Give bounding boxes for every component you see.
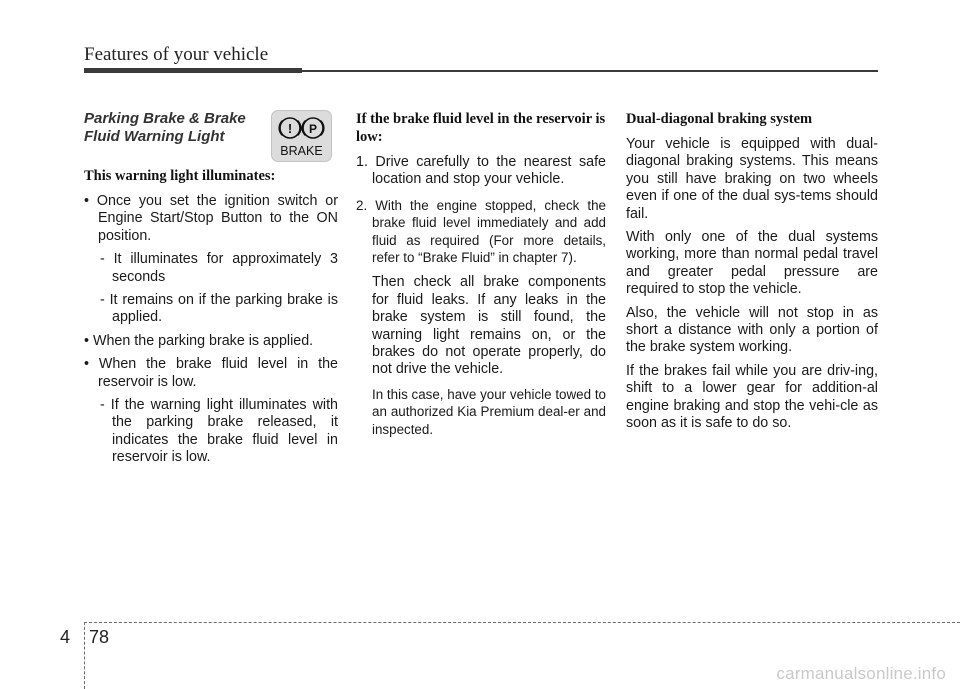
- sub-approx-3-seconds: - It illuminates for approximately 3 seconds: [100, 251, 338, 285]
- sub-parking-brake-applied: - It remains on if the parking brake is applied.: [100, 292, 338, 326]
- parking-glyph: P: [308, 122, 318, 136]
- step-1: 1. Drive carefully to the nearest safe location and stop your vehicle.: [356, 154, 606, 188]
- dual-diagonal-paragraph-4: If the brakes fail while you are driv-ing, shift to a lower gear for addition-al engine braking and stop the vehi-cle as soon as it is safe to do so.: [626, 362, 878, 432]
- page-number: 78: [89, 627, 110, 647]
- column-1: [84, 110, 338, 473]
- check-components-paragraph: Then check all brake components for fluid leaks. If any leaks in the brake system is still found, the warning light remains on, or the brakes do not operate properly, do not drive the vehicle.: [372, 274, 606, 378]
- illuminates-heading: This warning light illuminates:: [84, 168, 276, 184]
- step-2: 2. With the engine stopped, check the brake fluid level immediately and add fluid as required (For more details, refer to “Brake Fluid” in chapter 7).: [356, 197, 606, 266]
- brake-warning-icon: [271, 110, 332, 162]
- dual-diagonal-paragraph-3: Also, the vehicle will not stop in as short a distance with only a portion of the brake system working.: [626, 304, 878, 356]
- footer-rule: [84, 622, 960, 623]
- footer-divider: [84, 622, 85, 689]
- header-rule-thick: [84, 68, 302, 73]
- exclamation-glyph: !: [287, 121, 293, 136]
- sub-warning-light-released: - If the warning light illuminates with the parking brake released, it indicates the brake fluid level in reservoir is low.: [100, 397, 338, 466]
- dual-diagonal-paragraph-1: Your vehicle is equipped with dual-diagonal braking systems. This means you still have braking on two wheels even if one of the dual sys-tems should fail.: [626, 136, 878, 222]
- bullet-fluid-low: • When the brake fluid level in the reservoir is low.: [84, 356, 338, 390]
- dual-diagonal-heading: Dual-diagonal braking system: [626, 111, 813, 127]
- brake-label: BRAKE: [280, 144, 323, 158]
- column-3: [626, 110, 878, 439]
- header-title: Features of your vehicle: [84, 44, 269, 65]
- watermark: carmanualsonline.info: [776, 664, 946, 683]
- section-title: Parking Brake & Brake Fluid Warning Light: [84, 110, 246, 145]
- column-2: [356, 110, 606, 445]
- fluid-low-heading: If the brake fluid level in the reservoir is low:: [356, 111, 606, 145]
- dual-diagonal-paragraph-2: With only one of the dual systems working, more than normal pedal travel and greater pedal pressure are required to stop the vehicle.: [626, 229, 878, 298]
- chapter-number: 4: [60, 627, 71, 647]
- bullet-ignition: • Once you set the ignition switch or Engine Start/Stop Button to the ON position.: [84, 193, 338, 244]
- header-rule-thin: [300, 70, 878, 72]
- towed-paragraph: In this case, have your vehicle towed to an authorized Kia Premium deal-er and inspected.: [372, 386, 606, 437]
- bullet-parking-brake: • When the parking brake is applied.: [84, 332, 314, 349]
